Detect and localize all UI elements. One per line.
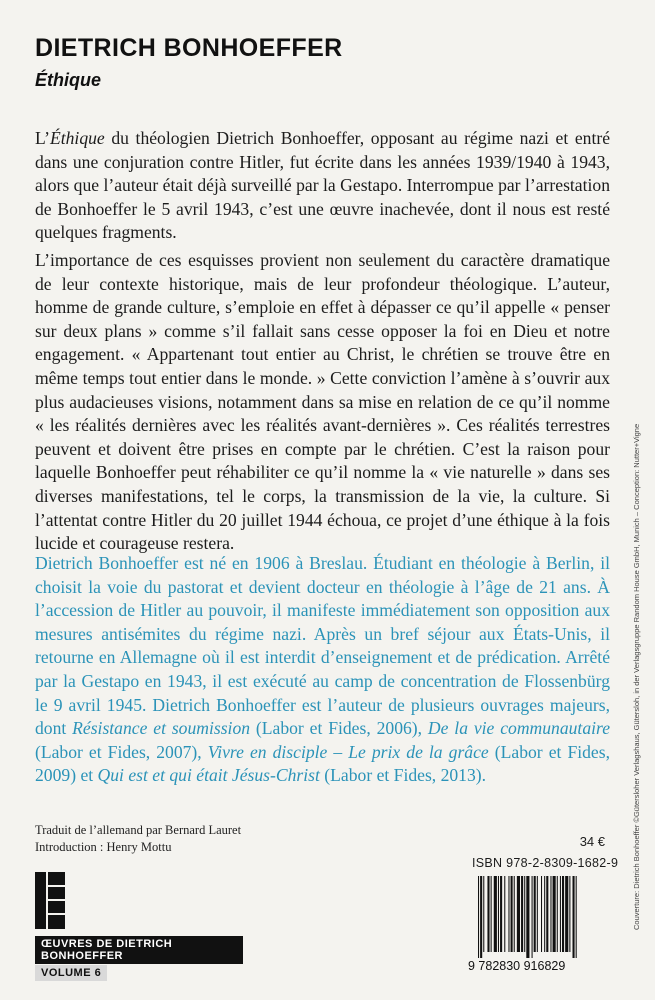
barcode-bar bbox=[562, 876, 564, 952]
barcode-bar bbox=[524, 876, 525, 952]
cover-credit: Couverture: Dietrich Bonhoeffer ©Gütersloher Verlagshaus, Gütersloh, in der Verlagsgruppe Random House GmbH, Munich – Conception: Nutter+Vigne bbox=[632, 423, 641, 930]
barcode-bar bbox=[532, 876, 533, 958]
publisher-logo bbox=[35, 872, 65, 929]
barcode-bar bbox=[514, 876, 515, 952]
barcode-bar bbox=[491, 876, 492, 952]
barcode-bar bbox=[576, 876, 577, 958]
barcode-bar bbox=[487, 876, 489, 952]
barcode-bar bbox=[508, 876, 509, 952]
author-biography: Dietrich Bonhoeffer est né en 1906 à Breslau. Étudiant en théologie à Berlin, il choisit la voie du pastorat et devient docteur en théologie à l’âge de 21 ans. À l’accession de Hitler au pouvoir, il manifeste immédiatement son opposition aux mesures antisémites du régime nazi. Après un bref séjour aux États-Unis, il retourne en Allemagne où il est interdit d’enseignement et de prédication. Arrêté par la Gestapo en 1943, il est exécuté au camp de concentration de Flossenbürg le 9 avril 1945. Dietrich Bonhoeffer est l’auteur de plusieurs ouvrages majeurs, dont Résistance et soumission (Labor et Fides, 2006), De la vie communautaire (Labor et Fides, 2007), Vivre en disciple – Le prix de la grâce (Labor et Fides, 2009) et Qui est et qui était Jésus-Christ (Labor et Fides, 2013). bbox=[35, 553, 611, 786]
intro-paragraph-1: L’Éthique du théologien Dietrich Bonhoeffer, opposant au régime nazi et entré dans une conjuration contre Hitler, fut écrite dans les années 1939/1940 à 1943, alors que l’auteur était déjà surveillé par la Gestapo. Interrompue par l’arrestation de Bonhoeffer le 5 avril 1943, c’est une œuvre inachevée, dont il nous est resté quelques fragments. bbox=[35, 128, 610, 243]
introduction-credit: Introduction : Henry Mottu bbox=[35, 840, 172, 854]
barcode-bar bbox=[478, 876, 479, 958]
barcode-bar bbox=[504, 876, 505, 952]
barcode-bar bbox=[541, 876, 542, 952]
translation-credits bbox=[35, 822, 241, 856]
barcode-bar bbox=[494, 876, 497, 952]
barcode-bar bbox=[537, 876, 538, 952]
series-label bbox=[35, 936, 243, 981]
barcode-bar bbox=[550, 876, 551, 952]
translator-credit: Traduit de l’allemand par Bernard Lauret bbox=[35, 823, 242, 837]
barcode-bar bbox=[565, 876, 568, 952]
barcode-bar bbox=[560, 876, 561, 952]
barcode-digits: 9 782830 916829 bbox=[468, 959, 566, 973]
barcode-bar bbox=[483, 876, 484, 952]
barcode-bar bbox=[517, 876, 520, 952]
barcode-bar bbox=[573, 876, 575, 958]
intro-text bbox=[35, 127, 610, 556]
barcode-bar bbox=[534, 876, 536, 952]
barcode-bar bbox=[500, 876, 502, 952]
book-title-2: De la vie communautaire bbox=[427, 718, 611, 739]
price: 34 € bbox=[579, 834, 605, 849]
author-name: DIETRICH BONHOEFFER bbox=[35, 34, 343, 62]
barcode-bar bbox=[569, 876, 570, 952]
book-title-4: Qui est et qui était Jésus-Christ bbox=[97, 765, 320, 786]
barcode-bar bbox=[544, 876, 545, 952]
isbn: ISBN 978-2-8309-1682-9 bbox=[472, 856, 619, 870]
intro-paragraph-2: L’importance de ces esquisses provient non seulement du caractère dramatique de leur contexte historique, mais de leur profondeur théologique. L’auteur, homme de grande culture, s’emploie en effet à dépasser ce qu’il appelle « penser sur deux plans » comme s’il fallait sans cesse opposer la foi en Dieu et notre engagement. « Appartenant tout entier au Christ, le chrétien se trouve être en même temps tout entier dans le monde. » Cette conviction l’amène à s’ouvrir aux plus audacieuses visions, notamment dans sa mise en relation de ce qu’il nomme « les réalités dernières avec les réalités avant-dernières ». Ces réalités terrestres peuvent et doivent être prises en compte par le chrétien. C’est la raison pour laquelle Bonhoeffer peut réhabiliter ce qu’il nomme la « vie naturelle » dans ses diverses manifestations, tel le corps, la transmission de la vie, la culture. Si l’attentat contre Hitler du 20 juillet 1944 échoua, ce projet d’une éthique à la fois lucide et courageuse restera. bbox=[35, 249, 610, 554]
book-title-1: Résistance et soumission bbox=[72, 718, 251, 739]
barcode-bar bbox=[511, 876, 513, 952]
series-volume: VOLUME 6 bbox=[35, 965, 107, 981]
barcode-bar bbox=[553, 876, 556, 952]
title-italic: Éthique bbox=[50, 128, 105, 148]
barcode-bar bbox=[546, 876, 548, 952]
barcode bbox=[466, 874, 614, 974]
book-title-3: Vivre en disciple – Le prix de la grâce bbox=[207, 741, 489, 762]
barcode-bars bbox=[478, 876, 577, 958]
book-title: Éthique bbox=[35, 70, 101, 90]
barcode-bar bbox=[521, 876, 523, 952]
series-name: ŒUVRES DE DIETRICH BONHOEFFER bbox=[35, 936, 243, 964]
barcode-bar bbox=[526, 876, 529, 958]
barcode-bar bbox=[480, 876, 482, 958]
barcode-bar bbox=[557, 876, 558, 952]
barcode-bar bbox=[498, 876, 499, 952]
